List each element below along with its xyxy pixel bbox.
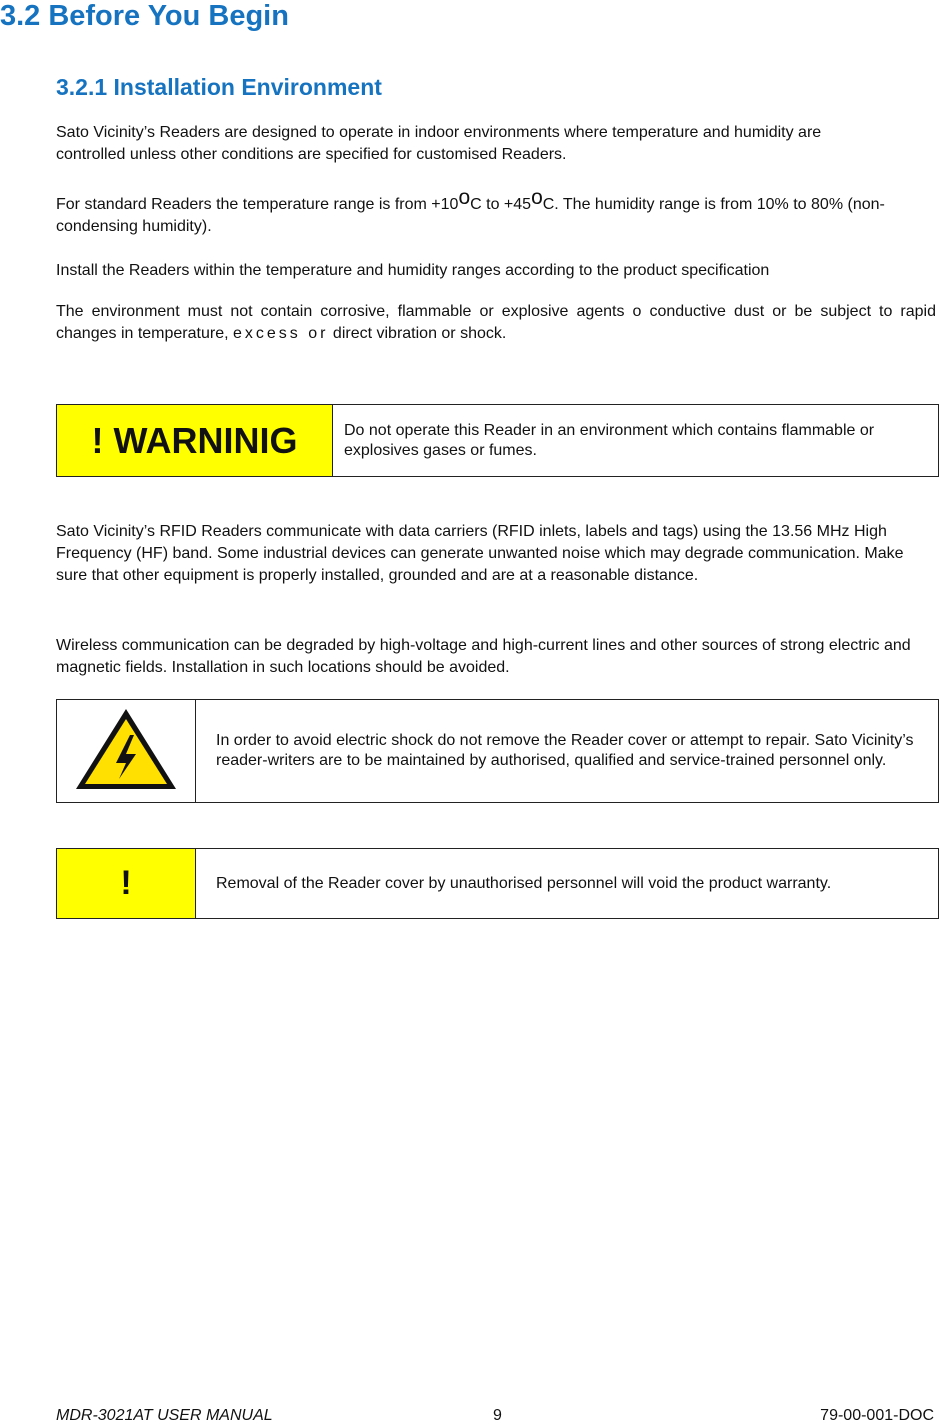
paragraph-environment-restrictions: The environment must not contain corrosive, flammable or explosive agents o conductive dust or be subject to rapid changes in temperature, excess or direct vibration or shock. (56, 303, 936, 342)
warning-label: ! WARNINIG (57, 405, 333, 477)
electric-hazard-cell (57, 700, 196, 803)
paragraph-install-ranges: Install the Readers within the temperature and humidity ranges according to the product specification (56, 262, 770, 279)
section-title: Before You Begin (48, 0, 289, 32)
caution-text: Removal of the Reader cover by unauthorised personnel will void the product warranty. (196, 849, 939, 919)
paragraph-temperature-range: For standard Readers the temperature range is from +10oC to +45oC. The humidity range is from 10% to 80% (non-condensing humidity). (56, 186, 885, 235)
paragraph-operating-conditions: Sato Vicinity’s Readers are designed to operate in indoor environments where temperature and humidity are controlled unless other conditions are specified for customised Readers. (56, 124, 822, 163)
warning-box (56, 404, 939, 477)
degree-symbol: o (531, 186, 543, 209)
paragraph-rfid-communication: Sato Vicinity’s RFID Readers communicate with data carriers (RFID inlets, labels and tags) using the 13.56 MHz High Frequency (HF) band. Some industrial devices can generate unwanted noise which may degrade communication. Make sure that other equipment is properly installed, grounded and are at a reasonable distance. (56, 523, 904, 584)
footer-manual-title: MDR-3021AT USER MANUAL (56, 1407, 273, 1424)
electric-shock-text: In order to avoid electric shock do not remove the Reader cover or attempt to repair. Sato Vicinity’s reader-writers are to be maintained by authorised, qualified and service-trained personnel only. (196, 700, 939, 803)
section-number: 3.2 (0, 0, 41, 32)
caution-label: ! (57, 849, 196, 919)
footer-document-number: 79-00-001-DOC (820, 1407, 934, 1424)
section-heading (0, 0, 289, 33)
paragraph-wireless-degradation: Wireless communication can be degraded by high-voltage and high-current lines and other sources of strong electric and magnetic fields. Installation in such locations should be avoided. (56, 637, 911, 676)
degree-symbol: o (458, 186, 471, 209)
electric-shock-box (56, 699, 939, 803)
footer-page-number: 9 (493, 1407, 502, 1424)
electric-hazard-icon (74, 707, 178, 791)
subsection-heading: 3.2.1 Installation Environment (56, 74, 382, 100)
caution-box (56, 848, 939, 919)
warning-text: Do not operate this Reader in an environment which contains flammable or explosives gases or fumes. (333, 405, 939, 477)
